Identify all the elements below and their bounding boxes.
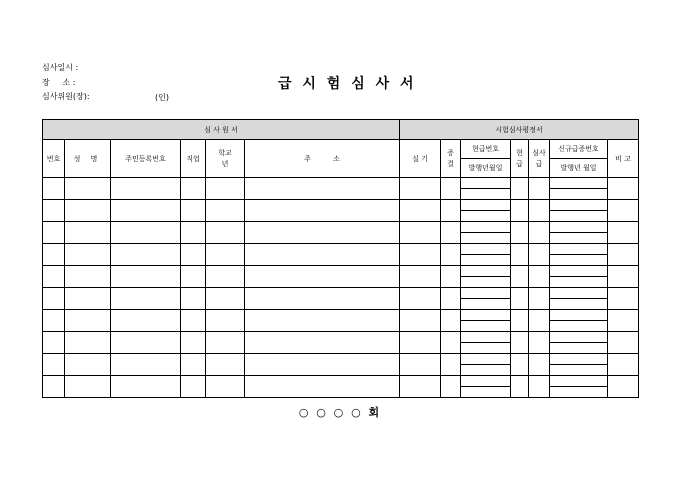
cell-name[interactable] xyxy=(65,354,111,376)
cell-current-cert[interactable] xyxy=(461,310,511,321)
cell-new-cert[interactable] xyxy=(550,222,608,233)
cell-name[interactable] xyxy=(65,200,111,222)
cell-job[interactable] xyxy=(181,288,206,310)
cell-school[interactable] xyxy=(206,200,245,222)
table-row xyxy=(43,200,639,211)
cell-current-cert[interactable] xyxy=(461,200,511,211)
cell-exam-grade[interactable] xyxy=(529,354,550,376)
cell-current-cert[interactable] xyxy=(461,178,511,189)
cell-new-cert[interactable] xyxy=(550,178,608,189)
cell-current-cert[interactable] xyxy=(461,211,511,222)
cell-current-cert[interactable] xyxy=(461,222,511,233)
col-no-header: 번호 xyxy=(43,140,65,178)
cell-current-grade[interactable] xyxy=(511,376,529,398)
cell-current-grade[interactable] xyxy=(511,310,529,332)
cell-new-cert[interactable] xyxy=(550,343,608,354)
cell-exam-grade[interactable] xyxy=(529,266,550,288)
cell-remark[interactable] xyxy=(608,266,639,288)
exam-form-table xyxy=(42,119,639,398)
cell-address[interactable] xyxy=(245,332,400,354)
cell-no[interactable] xyxy=(43,354,65,376)
col-issue-date-header: 발행년월일 xyxy=(461,159,511,178)
cell-address[interactable] xyxy=(245,200,400,222)
cell-new-cert[interactable] xyxy=(550,266,608,277)
cell-current-cert[interactable] xyxy=(461,244,511,255)
cell-no[interactable] xyxy=(43,244,65,266)
cell-school[interactable] xyxy=(206,354,245,376)
col-new-issue-date-header: 발행년 월일 xyxy=(550,159,608,178)
cell-new-cert[interactable] xyxy=(550,354,608,365)
cell-certificate[interactable] xyxy=(441,244,461,266)
session-footer: ○ ○ ○ ○ 회 xyxy=(298,406,382,419)
cell-id[interactable] xyxy=(111,244,181,266)
cell-exam-grade[interactable] xyxy=(529,200,550,222)
cell-id[interactable] xyxy=(111,354,181,376)
cell-job[interactable] xyxy=(181,332,206,354)
col-id-header: 주민등록번호 xyxy=(111,140,181,178)
cell-current-grade[interactable] xyxy=(511,244,529,266)
cell-remark[interactable] xyxy=(608,244,639,266)
cell-remark[interactable] xyxy=(608,222,639,244)
cell-id[interactable] xyxy=(111,288,181,310)
cell-certificate[interactable] xyxy=(441,222,461,244)
cell-school[interactable] xyxy=(206,244,245,266)
cell-school[interactable] xyxy=(206,222,245,244)
table-row xyxy=(43,266,639,277)
col-name-header: 성 명 xyxy=(65,140,111,178)
cell-no[interactable] xyxy=(43,222,65,244)
cell-practical[interactable] xyxy=(400,266,441,288)
cell-job[interactable] xyxy=(181,244,206,266)
cell-current-cert[interactable] xyxy=(461,376,511,387)
col-new-cert-no-header: 신규급증번호 xyxy=(550,140,608,159)
cell-id[interactable] xyxy=(111,200,181,222)
cell-certificate[interactable] xyxy=(441,288,461,310)
cell-remark[interactable] xyxy=(608,178,639,200)
cell-remark[interactable] xyxy=(608,332,639,354)
cell-new-cert[interactable] xyxy=(550,310,608,321)
cell-new-cert[interactable] xyxy=(550,321,608,332)
cell-new-cert[interactable] xyxy=(550,299,608,310)
cell-address[interactable] xyxy=(245,266,400,288)
cell-current-cert[interactable] xyxy=(461,277,511,288)
cell-practical[interactable] xyxy=(400,222,441,244)
cell-name[interactable] xyxy=(65,222,111,244)
cell-address[interactable] xyxy=(245,244,400,266)
cell-new-cert[interactable] xyxy=(550,332,608,343)
table-row xyxy=(43,310,639,321)
col-practical-header: 실 기 xyxy=(400,140,441,178)
cell-practical[interactable] xyxy=(400,288,441,310)
cell-school[interactable] xyxy=(206,332,245,354)
cell-current-cert[interactable] xyxy=(461,354,511,365)
cell-current-cert[interactable] xyxy=(461,288,511,299)
cell-job[interactable] xyxy=(181,178,206,200)
cell-current-cert[interactable] xyxy=(461,343,511,354)
exam-date-label: 심사일시 : xyxy=(42,63,79,72)
cell-address[interactable] xyxy=(245,376,400,398)
cell-certificate[interactable] xyxy=(441,376,461,398)
cell-new-cert[interactable] xyxy=(550,277,608,288)
cell-name[interactable] xyxy=(65,266,111,288)
cell-id[interactable] xyxy=(111,178,181,200)
exam-place-label: 장 소 : xyxy=(42,78,76,87)
cell-no[interactable] xyxy=(43,178,65,200)
cell-certificate[interactable] xyxy=(441,354,461,376)
cell-remark[interactable] xyxy=(608,200,639,222)
table-row xyxy=(43,376,639,387)
cell-name[interactable] xyxy=(65,310,111,332)
cell-certificate[interactable] xyxy=(441,200,461,222)
cell-certificate[interactable] xyxy=(441,266,461,288)
col-current-cert-no-header: 현급번호 xyxy=(461,140,511,159)
cell-exam-grade[interactable] xyxy=(529,332,550,354)
col-address-header: 주 소 xyxy=(245,140,400,178)
cell-job[interactable] xyxy=(181,354,206,376)
cell-job[interactable] xyxy=(181,222,206,244)
cell-current-cert[interactable] xyxy=(461,255,511,266)
cell-new-cert[interactable] xyxy=(550,200,608,211)
cell-remark[interactable] xyxy=(608,310,639,332)
cell-current-cert[interactable] xyxy=(461,189,511,200)
table-row xyxy=(43,244,639,255)
cell-current-cert[interactable] xyxy=(461,233,511,244)
group-evaluation-header: 시험심사평정서 xyxy=(400,120,639,140)
cell-certificate[interactable] xyxy=(441,178,461,200)
cell-current-cert[interactable] xyxy=(461,321,511,332)
cell-job[interactable] xyxy=(181,266,206,288)
col-certificate-header: 증 결 xyxy=(441,140,461,178)
cell-address[interactable] xyxy=(245,222,400,244)
cell-current-cert[interactable] xyxy=(461,332,511,343)
cell-current-grade[interactable] xyxy=(511,222,529,244)
cell-practical[interactable] xyxy=(400,332,441,354)
col-exam-grade-header: 심사 급 xyxy=(529,140,550,178)
cell-name[interactable] xyxy=(65,376,111,398)
cell-address[interactable] xyxy=(245,354,400,376)
cell-name[interactable] xyxy=(65,244,111,266)
cell-exam-grade[interactable] xyxy=(529,310,550,332)
cell-practical[interactable] xyxy=(400,354,441,376)
cell-certificate[interactable] xyxy=(441,332,461,354)
cell-current-cert[interactable] xyxy=(461,387,511,398)
form-body xyxy=(43,178,639,398)
table-row xyxy=(43,222,639,233)
cell-name[interactable] xyxy=(65,332,111,354)
cell-no[interactable] xyxy=(43,310,65,332)
col-remark-header: 비 고 xyxy=(608,140,639,178)
cell-id[interactable] xyxy=(111,222,181,244)
cell-new-cert[interactable] xyxy=(550,376,608,387)
table-row xyxy=(43,354,639,365)
table-row xyxy=(43,288,639,299)
cell-exam-grade[interactable] xyxy=(529,222,550,244)
col-school-header: 학교 년 xyxy=(206,140,245,178)
cell-school[interactable] xyxy=(206,266,245,288)
table-row xyxy=(43,332,639,343)
cell-current-grade[interactable] xyxy=(511,266,529,288)
cell-name[interactable] xyxy=(65,178,111,200)
cell-new-cert[interactable] xyxy=(550,189,608,200)
cell-exam-grade[interactable] xyxy=(529,244,550,266)
cell-job[interactable] xyxy=(181,200,206,222)
cell-new-cert[interactable] xyxy=(550,244,608,255)
cell-current-grade[interactable] xyxy=(511,288,529,310)
cell-practical[interactable] xyxy=(400,310,441,332)
cell-no[interactable] xyxy=(43,266,65,288)
cell-name[interactable] xyxy=(65,288,111,310)
cell-job[interactable] xyxy=(181,376,206,398)
cell-new-cert[interactable] xyxy=(550,233,608,244)
cell-address[interactable] xyxy=(245,288,400,310)
examiner-label: 심사위원(장): xyxy=(42,92,90,101)
cell-current-grade[interactable] xyxy=(511,178,529,200)
cell-school[interactable] xyxy=(206,310,245,332)
cell-current-grade[interactable] xyxy=(511,332,529,354)
cell-remark[interactable] xyxy=(608,354,639,376)
cell-current-grade[interactable] xyxy=(511,200,529,222)
cell-exam-grade[interactable] xyxy=(529,178,550,200)
cell-new-cert[interactable] xyxy=(550,288,608,299)
cell-current-cert[interactable] xyxy=(461,266,511,277)
cell-school[interactable] xyxy=(206,178,245,200)
cell-school[interactable] xyxy=(206,288,245,310)
cell-practical[interactable] xyxy=(400,200,441,222)
col-job-header: 직업 xyxy=(181,140,206,178)
cell-current-cert[interactable] xyxy=(461,299,511,310)
cell-current-grade[interactable] xyxy=(511,354,529,376)
cell-address[interactable] xyxy=(245,310,400,332)
cell-new-cert[interactable] xyxy=(550,255,608,266)
cell-no[interactable] xyxy=(43,332,65,354)
col-current-grade-header: 현 급 xyxy=(511,140,529,178)
cell-new-cert[interactable] xyxy=(550,211,608,222)
cell-no[interactable] xyxy=(43,200,65,222)
group-applicant-header: 심 사 원 서 xyxy=(43,120,400,140)
table-row xyxy=(43,178,639,189)
cell-job[interactable] xyxy=(181,310,206,332)
cell-new-cert[interactable] xyxy=(550,365,608,376)
cell-practical[interactable] xyxy=(400,178,441,200)
cell-address[interactable] xyxy=(245,178,400,200)
cell-remark[interactable] xyxy=(608,288,639,310)
cell-id[interactable] xyxy=(111,266,181,288)
cell-certificate[interactable] xyxy=(441,310,461,332)
cell-school[interactable] xyxy=(206,376,245,398)
cell-no[interactable] xyxy=(43,376,65,398)
seal-label: (인) xyxy=(155,93,169,102)
cell-practical[interactable] xyxy=(400,244,441,266)
page-title: 급 시 험 심 사 서 xyxy=(278,76,417,92)
cell-practical[interactable] xyxy=(400,376,441,398)
cell-new-cert[interactable] xyxy=(550,387,608,398)
cell-id[interactable] xyxy=(111,332,181,354)
cell-exam-grade[interactable] xyxy=(529,288,550,310)
cell-no[interactable] xyxy=(43,288,65,310)
cell-current-cert[interactable] xyxy=(461,365,511,376)
cell-id[interactable] xyxy=(111,310,181,332)
cell-remark[interactable] xyxy=(608,376,639,398)
cell-exam-grade[interactable] xyxy=(529,376,550,398)
cell-id[interactable] xyxy=(111,376,181,398)
